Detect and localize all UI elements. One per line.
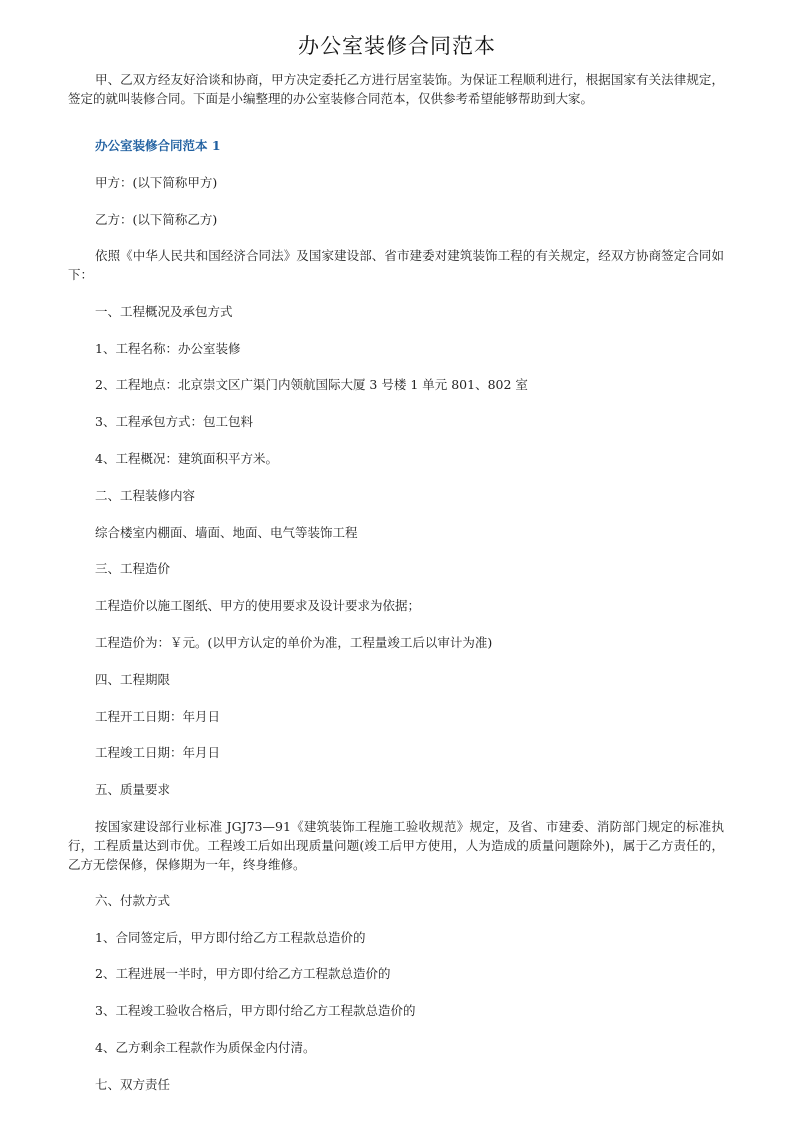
section-4-start-date: 工程开工日期：年月日: [95, 709, 221, 724]
section-1-item-4: 4、工程概况：建筑面积平方米。: [95, 451, 278, 466]
party-a-line: 甲方：(以下简称甲方): [95, 175, 218, 190]
section-4-end-date: 工程竣工日期：年月日: [95, 745, 221, 760]
section-6-heading: 六、付款方式: [95, 893, 171, 908]
section-2-heading: 二、工程装修内容: [95, 488, 196, 503]
party-b-line: 乙方：(以下简称乙方): [95, 212, 218, 227]
section-4-heading: 四、工程期限: [95, 672, 171, 687]
section-3-heading: 三、工程造价: [95, 561, 171, 576]
section-1-item-2: 2、工程地点：北京崇文区广渠门内领航国际大厦 3 号楼 1 单元 801、802 室: [95, 377, 528, 392]
section-3-price: 工程造价为：￥元。(以甲方认定的单价为准，工程量竣工后以审计为准): [95, 635, 493, 650]
section-5-heading: 五、质量要求: [95, 782, 171, 797]
contract-subheading: 办公室装修合同范本 1: [95, 138, 221, 153]
section-2-content: 综合楼室内棚面、墙面、地面、电气等装饰工程: [95, 525, 358, 540]
section-1-item-3: 3、工程承包方式：包工包料: [95, 414, 253, 429]
document-title: 办公室装修合同范本: [298, 34, 496, 58]
basis-paragraph: 依照《中华人民共和国经济合同法》及国家建设部、省市建委对建筑装饰工程的有关规定，经双方协商签定合同如下：: [68, 248, 724, 282]
section-3-basis: 工程造价以施工图纸、甲方的使用要求及设计要求为依据；: [95, 598, 421, 613]
section-5-content: 按国家建设部行业标准 JGJ73—91《建筑装饰工程施工验收规范》规定，及省、市建委、消防部门规定的标准执行，工程质量达到市优。工程竣工后如出现质量问题(竣工后甲方使用，人为造成的质量问题除外)，属于乙方责任的，乙方无偿保修，保修期为一年，终身维修。: [68, 819, 724, 872]
section-6-item-1: 1、合同签定后，甲方即付给乙方工程款总造价的: [95, 930, 366, 945]
section-1-item-1: 1、工程名称：办公室装修: [95, 341, 241, 356]
section-6-item-4: 4、乙方剩余工程款作为质保金内付清。: [95, 1040, 316, 1055]
section-6-item-3: 3、工程竣工验收合格后，甲方即付给乙方工程款总造价的: [95, 1003, 416, 1018]
section-6-item-2: 2、工程进展一半时，甲方即付给乙方工程款总造价的: [95, 966, 391, 981]
section-1-heading: 一、工程概况及承包方式: [95, 304, 233, 319]
section-7-heading: 七、双方责任: [95, 1077, 171, 1092]
intro-paragraph: 甲、乙双方经友好洽谈和协商，甲方决定委托乙方进行居室装饰。为保证工程顺利进行，根据国家有关法律规定，签定的就叫装修合同。下面是小编整理的办公室装修合同范本，仅供参考希望能够帮助到大家。: [68, 72, 724, 106]
